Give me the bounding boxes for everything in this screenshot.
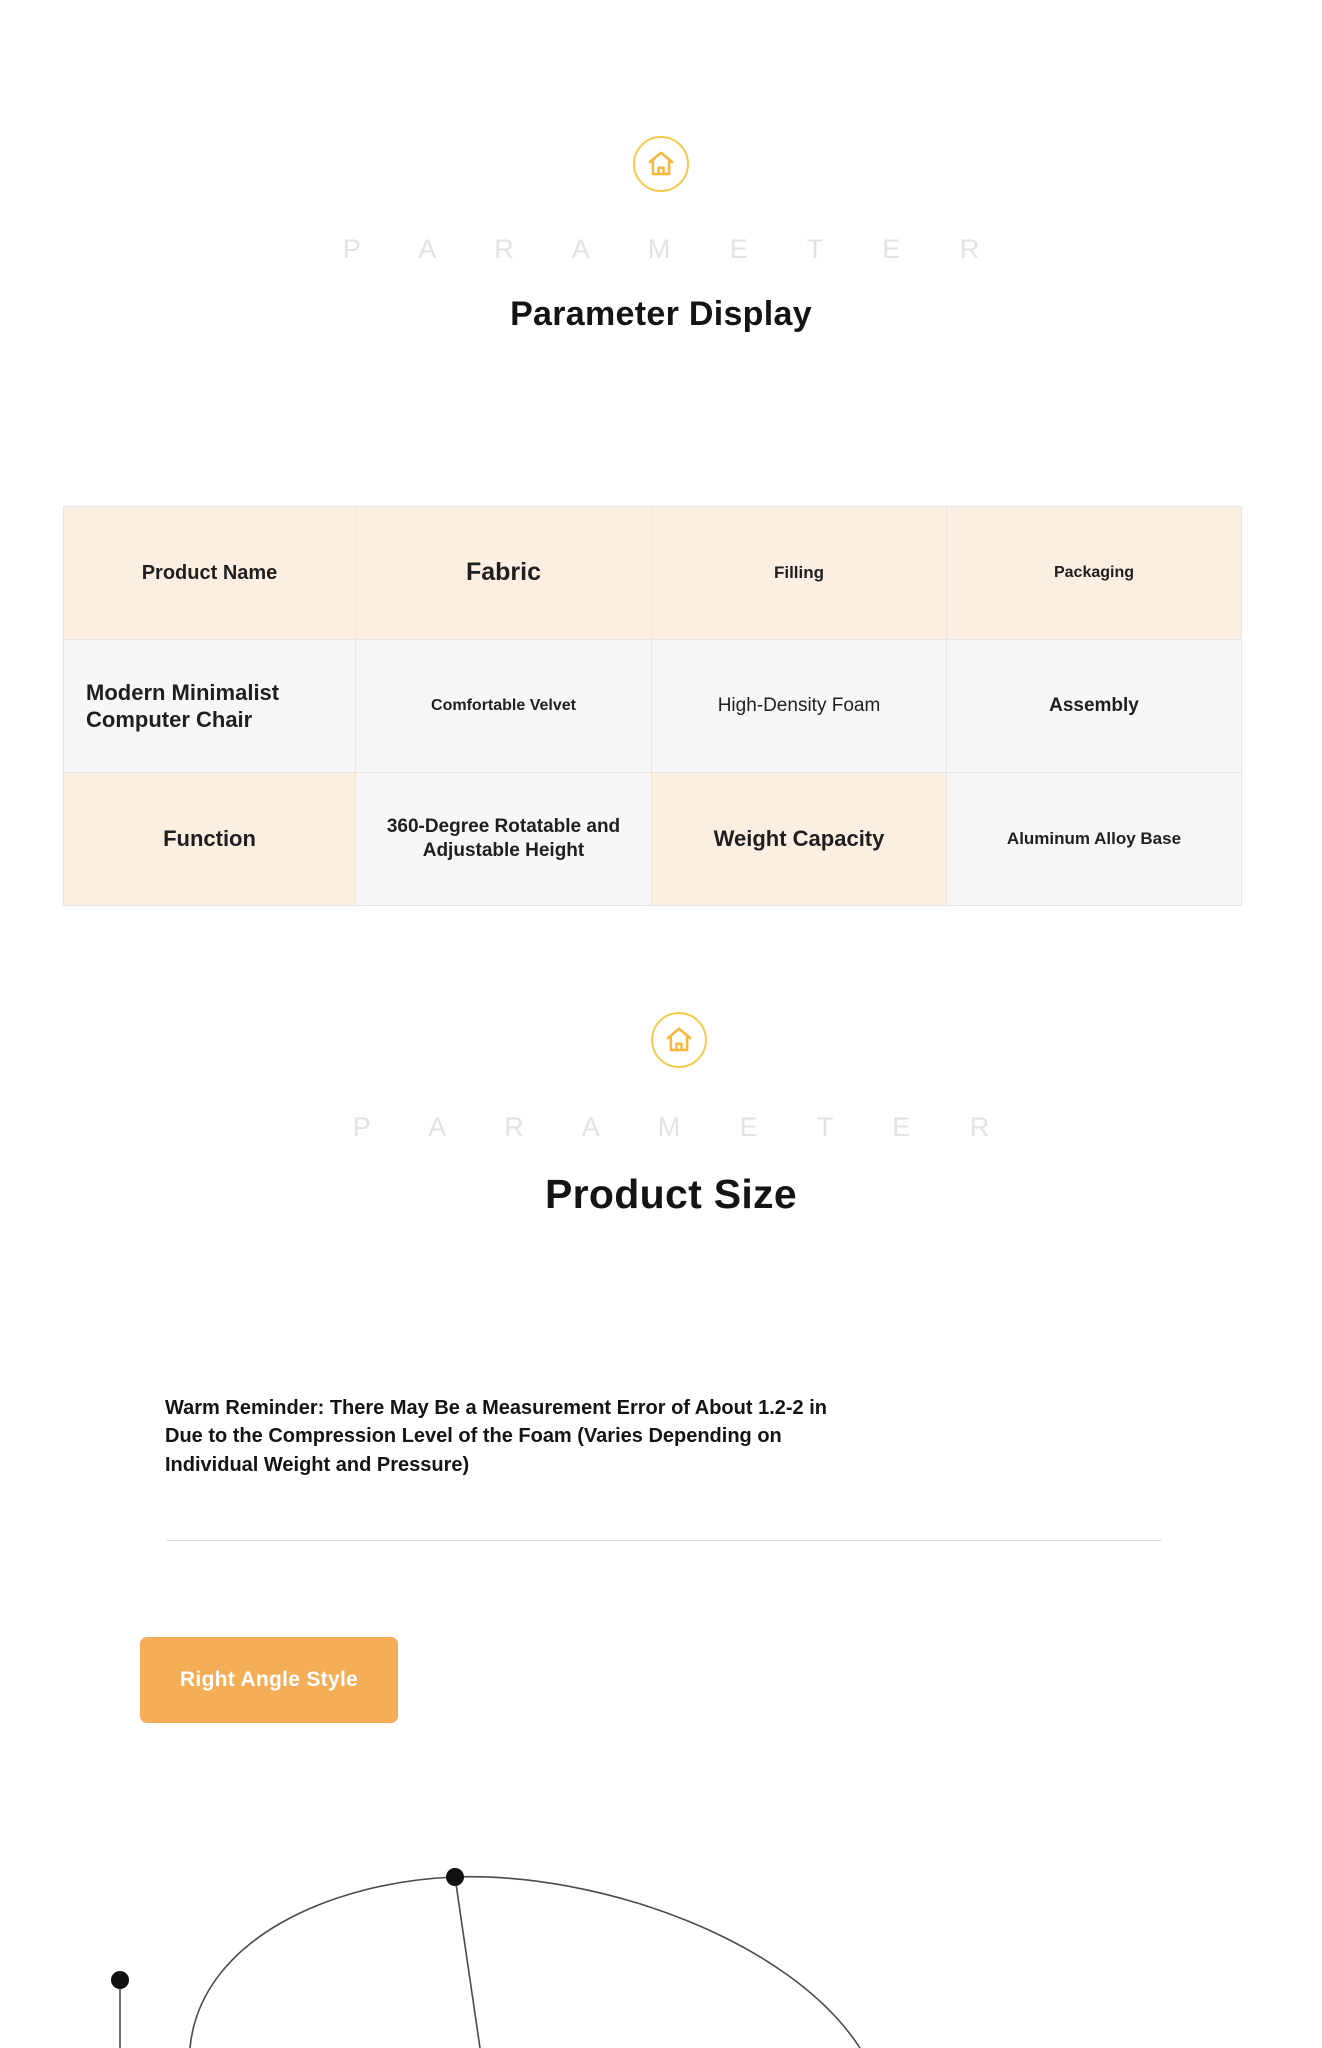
warm-reminder-text: Warm Reminder: There May Be a Measurement Error of About 1.2-2 in Due to the Compression Level of the Foam (Varies Depending on Individual Weight and Pressure) [165, 1397, 828, 1476]
table-cell-function-value: 360-Degree Rotatable and Adjustable Height [356, 773, 652, 906]
home-icon [651, 1012, 707, 1068]
table-cell-filling-header: Filling [652, 507, 947, 640]
table-cell-weight-capacity-header: Weight Capacity [652, 773, 947, 906]
table-cell-filling-value: High-Density Foam [652, 640, 947, 773]
diagram-svg [0, 1830, 1322, 2048]
home-icon [633, 136, 689, 192]
table-row [64, 640, 1242, 773]
right-angle-style-button[interactable]: Right Angle Style [140, 1637, 398, 1723]
section-divider [166, 1540, 1162, 1541]
parameter-display-header [0, 136, 1322, 334]
table-cell-packaging-header: Packaging [947, 507, 1242, 640]
table-cell-product-name-value: Modern Minimalist Computer Chair [64, 640, 356, 773]
table-cell-base-value: Aluminum Alloy Base [947, 773, 1242, 906]
table-row [64, 507, 1242, 640]
table-cell-fabric-value: Comfortable Velvet [356, 640, 652, 773]
page-title: Parameter Display [510, 295, 812, 333]
table-cell-product-name-header: Product Name [64, 507, 356, 640]
table-cell-packaging-value: Assembly [947, 640, 1242, 773]
product-size-header [0, 1012, 1322, 1218]
parameter-table [63, 506, 1242, 906]
table-row [64, 773, 1242, 906]
product-size-diagram [0, 1830, 1322, 2048]
section-eyebrow: P A R A M E T E R [342, 234, 1006, 264]
section-eyebrow: P A R A M E T E R [352, 1112, 1016, 1142]
table-cell-function-header: Function [64, 773, 356, 906]
page-title: Product Size [545, 1171, 797, 1217]
table-cell-fabric-header: Fabric [356, 507, 652, 640]
